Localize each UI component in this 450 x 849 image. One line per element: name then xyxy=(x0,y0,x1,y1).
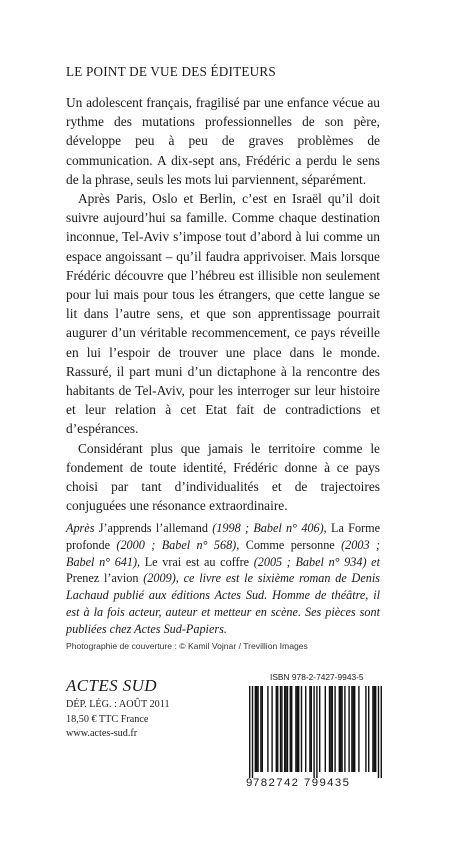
barcode-bar xyxy=(309,686,310,772)
barcode-bar xyxy=(332,686,333,772)
barcode-bar xyxy=(257,686,258,772)
book-title: La Forme profonde xyxy=(66,521,380,552)
barcode-bar xyxy=(340,686,341,772)
bio-text: (2003 ; Babel n° 641), xyxy=(66,537,381,569)
barcode-bar xyxy=(301,686,302,772)
book-title: Comme personne xyxy=(245,537,335,552)
barcode-bar xyxy=(280,686,281,772)
synopsis-paragraph-3: Considérant plus que jamais le territoire comme le fondement de toute identité, Frédéric donne à ce pays choisi par tant d’individualités et de trajectoires conjuguées une résonance extraordinaire. xyxy=(66,440,380,514)
barcode-bar xyxy=(298,686,299,772)
barcode-bar xyxy=(375,686,376,772)
barcode-bar xyxy=(287,686,288,772)
barcode-bar xyxy=(256,686,257,772)
barcode-bar xyxy=(260,686,261,772)
barcode-bar xyxy=(358,686,359,772)
barcode-bar xyxy=(252,686,253,778)
barcode-bar xyxy=(353,686,354,772)
barcode-bar xyxy=(305,686,306,772)
bio-text: Après xyxy=(66,521,99,535)
barcode-bar xyxy=(285,686,286,772)
barcode-bar xyxy=(311,686,312,772)
barcode-bar xyxy=(378,686,379,778)
barcode-bar xyxy=(316,686,317,778)
barcode-bar xyxy=(339,686,340,772)
barcode-bar xyxy=(262,686,263,772)
barcode-bar xyxy=(334,686,335,772)
barcode-bar xyxy=(290,686,291,772)
book-title: J’apprends l’allemand xyxy=(98,521,208,535)
barcode-bar xyxy=(381,686,382,778)
barcode-bar xyxy=(319,686,320,772)
book-title: Le vrai est au coffre xyxy=(144,554,250,569)
barcode-bar xyxy=(267,686,268,772)
barcode-bar xyxy=(284,686,285,772)
price: 18,50 € TTC France xyxy=(66,713,149,725)
bio-text: (2000 ; Babel n° 568), xyxy=(110,537,246,552)
barcode-bar xyxy=(313,686,314,778)
barcode-bar xyxy=(281,686,282,772)
book-title: Prenez l’avion xyxy=(66,571,139,586)
bio-text: (2009), ce livre est le sixième roman de Denis Lachaud publié aux éditions Actes Sud. Homme de théâtre, il est à la fois acteur, auteur et metteur en scène. Ses pièces sont publiées chez Actes Sud-Papiers. xyxy=(66,571,380,636)
barcode-bar xyxy=(291,686,292,772)
bio-text: (2005 ; Babel n° 934) et xyxy=(249,554,380,569)
barcode-digits: 782742 799435 xyxy=(253,777,351,789)
barcode-lead-digit: 9 xyxy=(246,777,253,789)
barcode-bar xyxy=(276,686,277,772)
barcode-bar xyxy=(329,686,330,772)
barcode-bar xyxy=(344,686,345,772)
barcode-bar xyxy=(277,686,278,772)
synopsis-paragraph-1: Un adolescent français, fragilisé par une enfance vécue au rythme des mutations professionnelles de son père, développe peu à peu de graves problèmes de communication. A dix-sept ans, Frédéric a perdu le sens de la phrase, seuls les mots lui parviennent, séparément. xyxy=(66,95,380,187)
barcode-bar xyxy=(271,686,272,772)
publisher-name: ACTES SUD xyxy=(66,676,157,695)
barcode-bar xyxy=(330,686,331,772)
barcode-bar xyxy=(368,686,369,772)
barcode-graphic xyxy=(245,686,388,778)
legal-deposit: DÉP. LÉG. : AOÛT 2011 xyxy=(66,699,170,710)
barcode xyxy=(245,686,388,778)
barcode-bar xyxy=(365,686,366,772)
barcode-bar xyxy=(351,686,352,772)
author-bio xyxy=(66,520,380,638)
bio-text: (1998 ; Babel n° 406), xyxy=(207,521,332,535)
barcode-bar xyxy=(354,686,355,772)
barcode-bar xyxy=(255,686,256,772)
barcode-bar xyxy=(325,686,326,772)
barcode-bar xyxy=(297,686,298,772)
barcode-bar xyxy=(374,686,375,772)
synopsis-paragraph-2: Après Paris, Oslo et Berlin, c’est en Israël qu’il doit suivre aujourd’hui sa famille. Comme chaque destination inconnue, Tel-Aviv s’impose tout d’abord à lui comme un espace angoissant – qu’il faudra apprivoiser. Mais lorsque Frédéric découvre que l’hébreu est illisible non seulement pour lui mais pour tous les étrangers, que cette langue se lit dans l’autre sens, et que son apprentissage pourrait augurer d’un véritable recommencement, ce pays réveille en lui l’espoir de trouver une place dans le monde. Rassuré, il part muni d’un dictaphone à la rencontre des habitants de Tel-Aviv, pour les interroger sur leur histoire et leur relation à cet Etat fait de contradictions et d’espérances. xyxy=(66,191,380,437)
legal-info xyxy=(66,698,170,742)
section-heading: LE POINT DE VUE DES ÉDITEURS xyxy=(66,64,276,79)
barcode-bar xyxy=(295,686,296,772)
website: www.actes-sud.fr xyxy=(66,728,138,740)
isbn: ISBN 978-2-7427-9943-5 xyxy=(270,672,364,682)
barcode-bar xyxy=(341,686,342,772)
barcode-bar xyxy=(249,686,250,778)
synopsis xyxy=(66,93,380,515)
barcode-bar xyxy=(372,686,373,772)
photo-credit: Photographie de couverture : © Kamil Vojnar / Trevillion Images xyxy=(66,641,308,651)
barcode-bar xyxy=(348,686,349,772)
